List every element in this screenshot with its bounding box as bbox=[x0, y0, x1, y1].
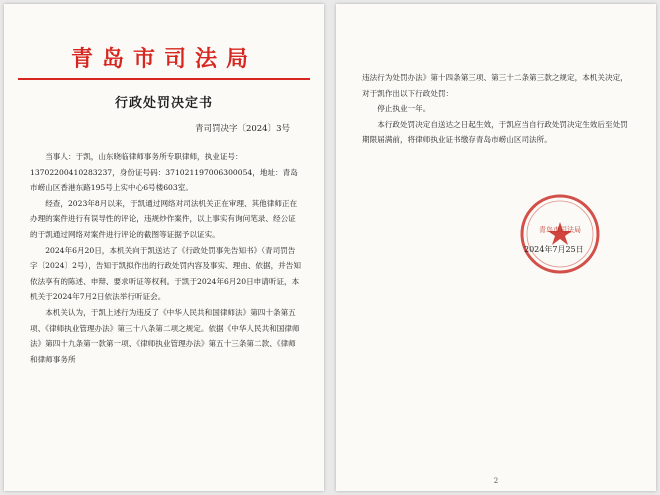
document-title: 行政处罚决定书 bbox=[114, 96, 213, 111]
paragraph-procedure: 2024年6月20日，本机关向于凯送达了《行政处罚事先告知书》（青司罚告字〔2024〕2号），告知于凯拟作出的行政处罚内容及事实、理由、依据，并告知依法享有的陈述、申辩、要求听证等权利。于凯于2024年6月20日申请听证，本机关于2024年7月2日依法举行听证会。 bbox=[30, 245, 301, 302]
page1-body bbox=[30, 149, 302, 367]
paragraph-facts: 经查，2023年8月以来，于凯通过网络对司法机关正在审理、其他律师正在办理的案件进行有误导性的评论，违规炒作案件，以上事实有询问笔录、经公证的于凯通过网络对案件进行评论的截图等证据予以证实。 bbox=[30, 198, 298, 239]
letterhead-red-rule bbox=[18, 78, 310, 80]
official-seal bbox=[518, 192, 602, 276]
seal-text: 青岛市司法局 bbox=[539, 226, 581, 234]
paragraph-reasoning: 本机关认为，于凯上述行为违反了《中华人民共和国律师法》第四十条第五项、《律师执业管理办法》第三十八条第二项之规定。依据《中华人民共和国律师法》第四十九条第一款第一项、《律师执业管理办法》第五十三条第二款、《律师和律师事务所 bbox=[30, 307, 300, 364]
paragraph-penalty: 停止执业一年。 bbox=[377, 104, 431, 114]
paragraph-continuation: 违法行为处罚办法》第十四条第三项、第三十二条第三款之规定，本机关决定，对于凯作出以下行政处罚： bbox=[362, 73, 628, 98]
page-number: 2 bbox=[493, 477, 499, 485]
document-page-1 bbox=[4, 4, 324, 491]
paragraph-party: 当事人：于凯，山东晓临律师事务所专职律师，执业证号：13702200410283237，身份证号码：371021197006300054，地址：青岛市崂山区香港东路195号上实中心6号楼603室。 bbox=[30, 152, 298, 193]
signature-date: 2024年7月25日 bbox=[524, 245, 584, 254]
page2-body bbox=[362, 70, 634, 148]
document-page-2 bbox=[336, 4, 656, 491]
paragraph-effect: 本行政处罚决定自送达之日起生效，于凯应当自行政处罚决定生效后至处罚期限届满前，将律师执业证书缴存青岛市崂山区司法所。 bbox=[362, 119, 628, 145]
document-number: 青司罚决字〔2024〕3号 bbox=[194, 124, 290, 134]
letterhead: 青岛市司法局 bbox=[70, 46, 257, 72]
